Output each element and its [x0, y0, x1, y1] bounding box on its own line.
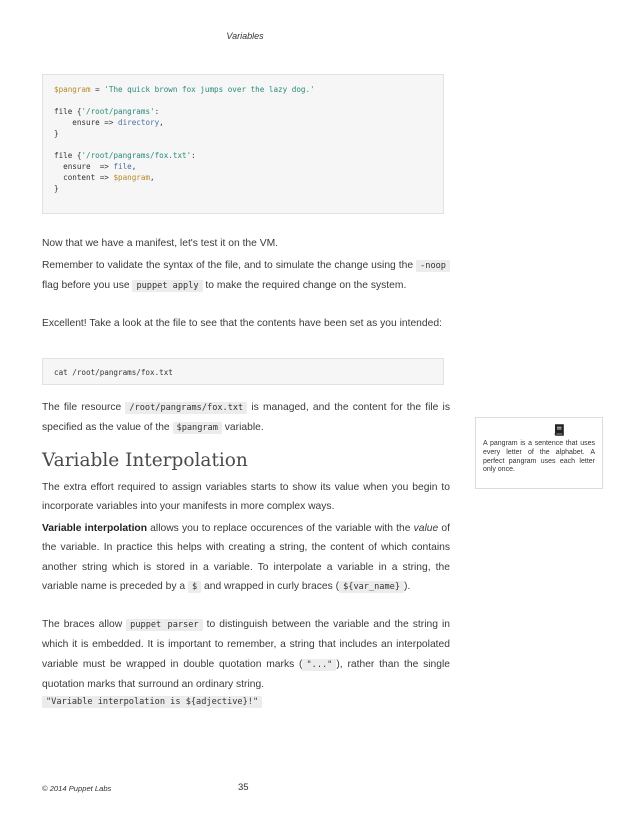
inline-code: puppet parser: [126, 619, 202, 631]
paragraph: Remember to validate the syntax of the file, and to simulate the change using the -noop flag before you use puppet apply to make the required change on the system.: [42, 256, 450, 297]
paragraph: Now that we have a manifest, let's test it on the VM.: [42, 238, 279, 249]
inline-code: "Variable interpolation is ${adjective}!": [42, 696, 262, 708]
inline-code: $pangram: [173, 422, 222, 434]
code-line: }: [54, 129, 59, 138]
code-line: file {'/root/pangrams':: [54, 107, 160, 116]
inline-code: puppet apply: [132, 280, 202, 292]
footer-copyright: © 2014 Puppet Labs: [42, 784, 112, 793]
page-number: 35: [238, 782, 249, 793]
code-block-cat: [42, 358, 444, 385]
code-line: [54, 95, 432, 106]
paragraph: [42, 692, 450, 712]
paragraph: The braces allow puppet parser to distinguish between the variable and the string in which it is embedded. It is important to remember, a string that includes an interpolated variable must be wrapped in double quotation marks ( "..." ), rather than the single quotation marks that surround an ordinary string.: [42, 619, 450, 691]
bold-term: Variable interpolation: [42, 523, 148, 534]
inline-code: ${var_name}: [339, 581, 404, 593]
code-line: ensure => directory,: [54, 118, 164, 127]
running-header: Variables: [226, 31, 264, 41]
paragraph: Variable interpolation allows you to replace occurences of the variable with the value of the variable. In practice this helps with creating a string, the content of which contains another string which is stored in a variable. To interpolate a variable in a string, the variable name is preceded by a $ and wrapped in curly braces ( ${var_name} ).: [42, 523, 450, 593]
inline-code: "...": [302, 659, 336, 671]
section-heading: Variable Interpolation: [42, 450, 248, 471]
sidenote-text: A pangram is a sentence that uses every letter of the alphabet. A perfect pangram uses each letter only once.: [483, 440, 595, 474]
code-line: ensure => file,: [54, 162, 137, 171]
code-line: }: [54, 184, 59, 193]
code-line: [54, 139, 432, 150]
inline-code: $: [188, 581, 201, 593]
paragraph: Excellent! Take a look at the file to see that the contents have been set as you intended:: [42, 318, 442, 329]
book-icon: [553, 424, 565, 437]
code-line: cat /root/pangrams/fox.txt: [54, 368, 173, 377]
code-block-manifest: [42, 74, 444, 214]
code-line: content => $pangram,: [54, 173, 155, 182]
inline-code: -noop: [416, 260, 450, 272]
paragraph: The extra effort required to assign variables starts to show its value when you begin to incorporate variables into your manifests in more complex ways.: [42, 482, 450, 513]
code-line: file {'/root/pangrams/fox.txt':: [54, 151, 196, 160]
italic-term: value: [413, 523, 439, 534]
paragraph: The file resource /root/pangrams/fox.txt is managed, and the content for the file is specified as the value of the $pangram variable.: [42, 402, 450, 434]
inline-code: /root/pangrams/fox.txt: [125, 402, 247, 414]
sidenote: [475, 417, 603, 489]
code-line: $pangram = 'The quick brown fox jumps over the lazy dog.': [54, 85, 315, 94]
